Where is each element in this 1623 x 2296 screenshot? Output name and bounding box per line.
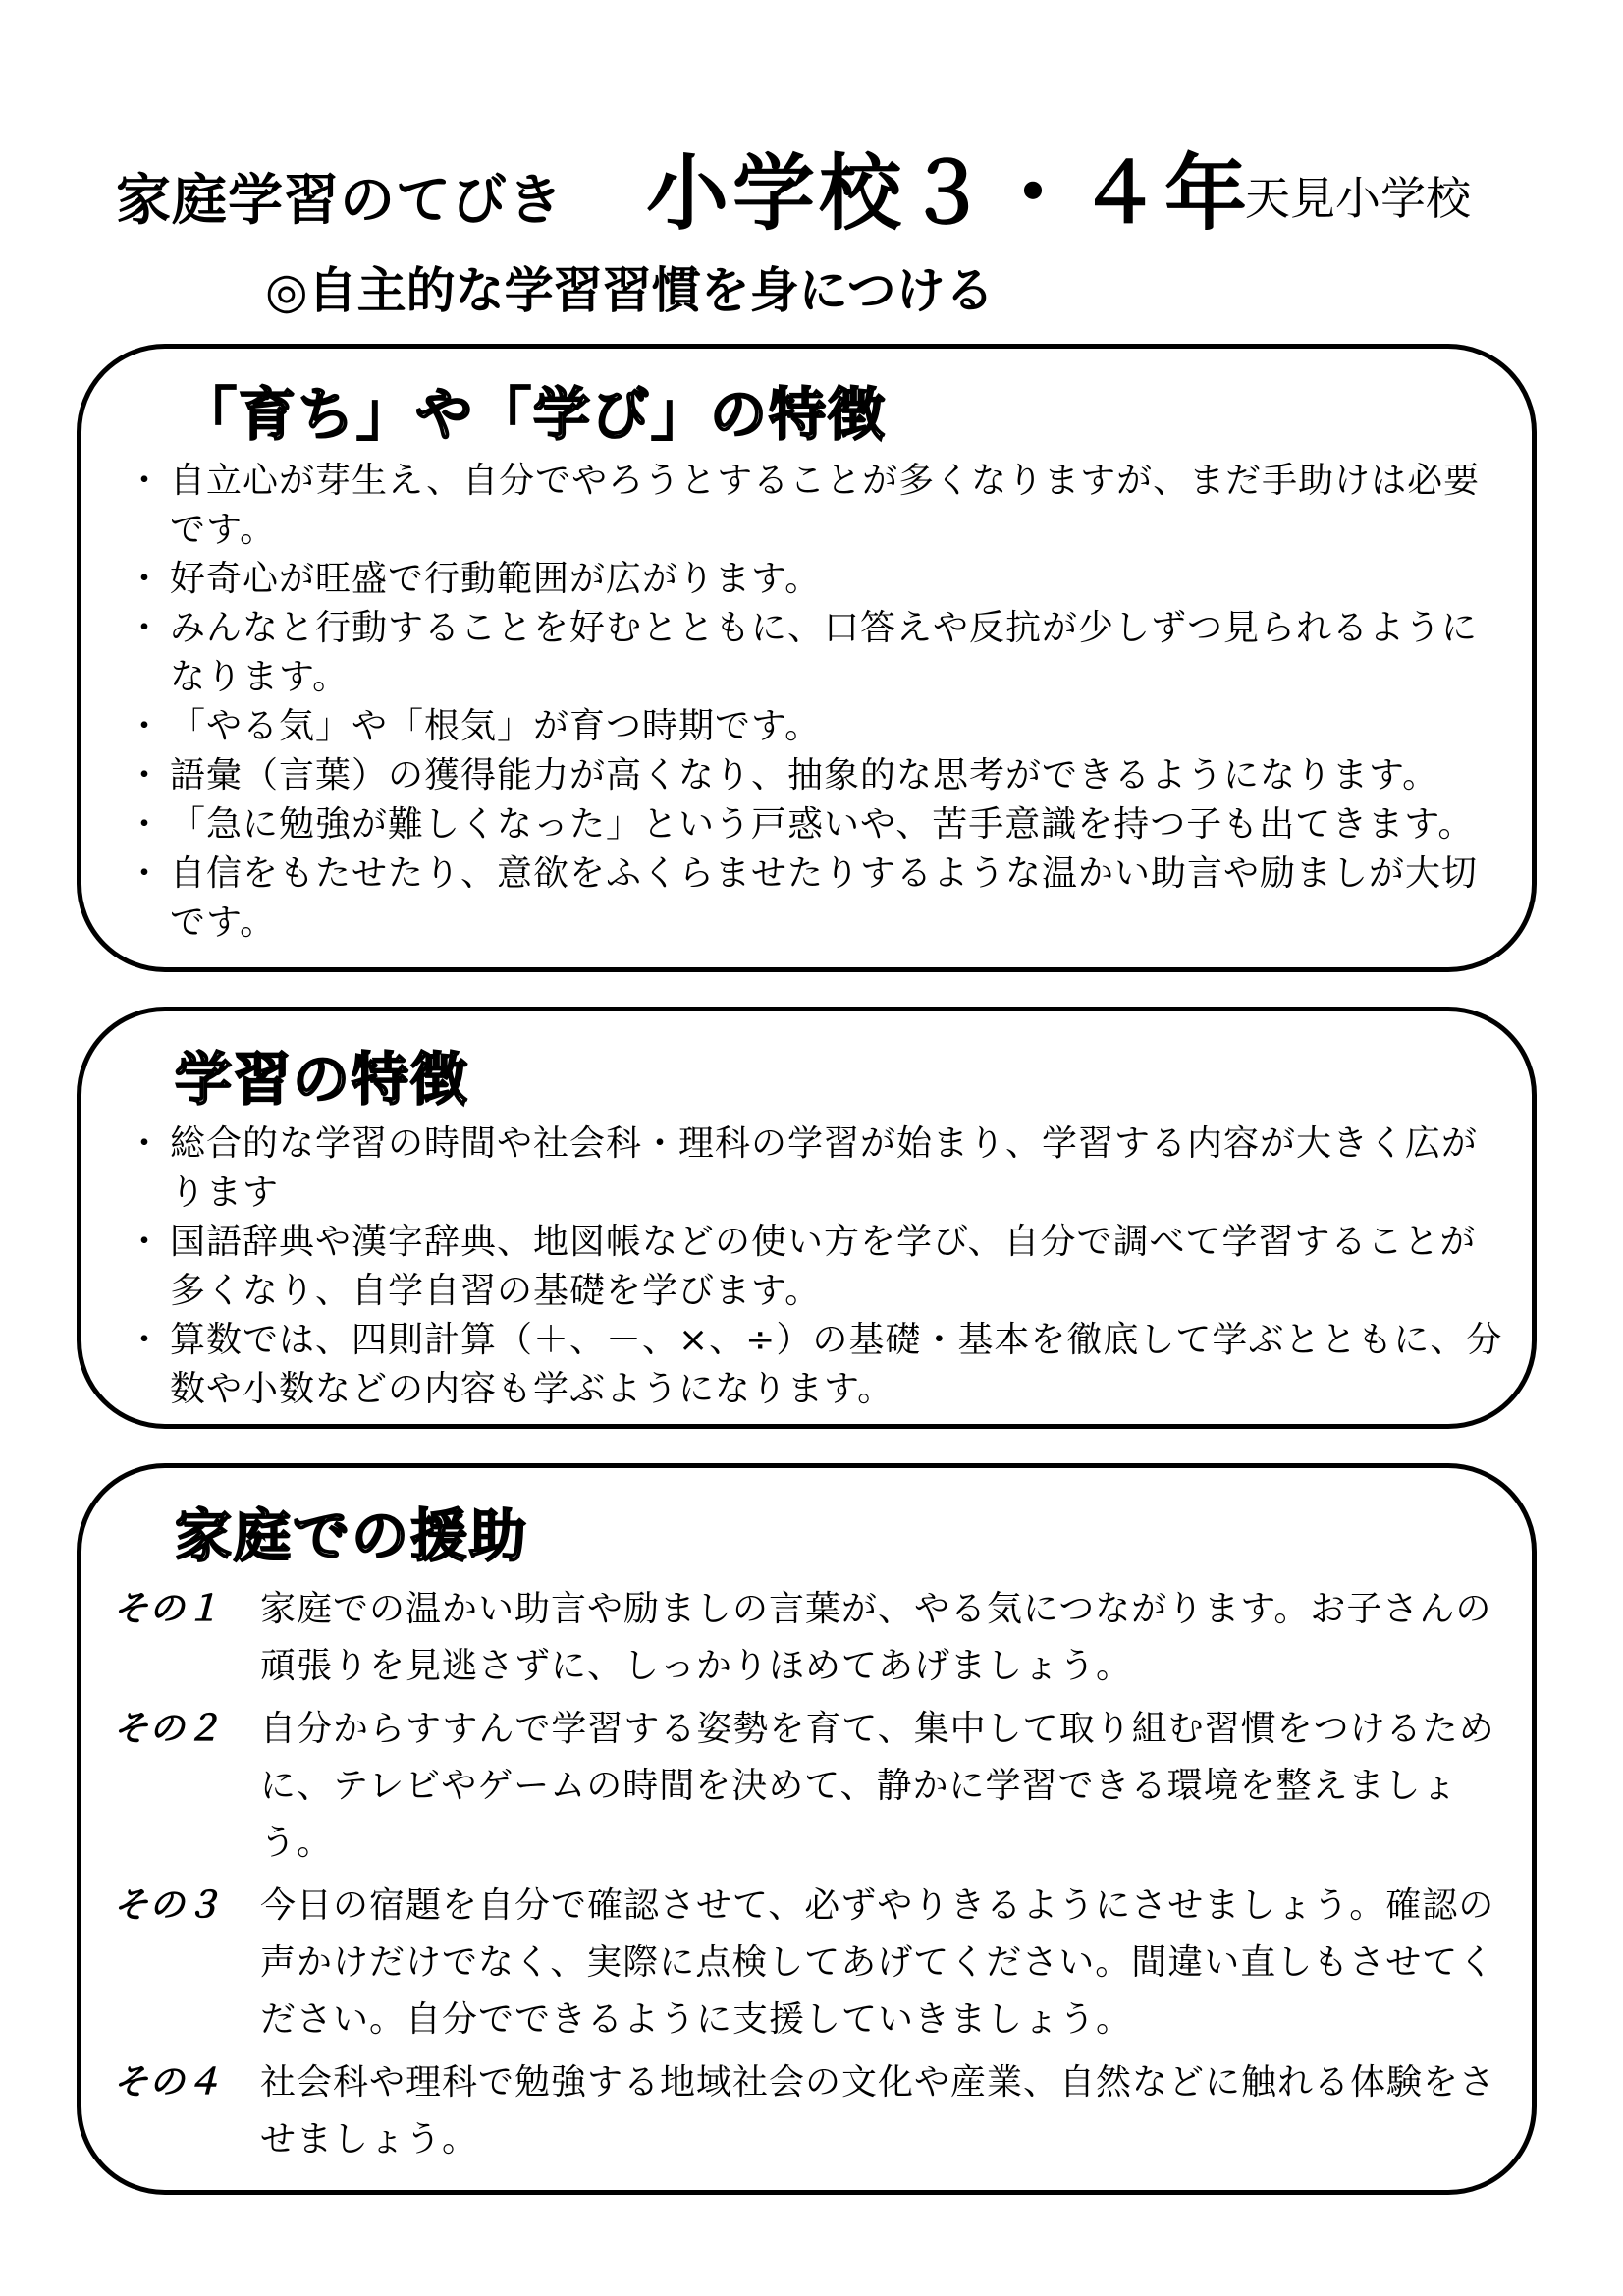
- support-item: [113, 1581, 1512, 1695]
- list-item: ・ 「やる気」や「根気」が育つ時期です。: [131, 702, 1512, 751]
- list-item: ・ みんなと行動することを好むとともに、口答えや反抗が少しずつ見られるようになります。: [131, 604, 1512, 702]
- support-item: [113, 1701, 1512, 1872]
- list-item: ・ 総合的な学習の時間や社会科・理科の学習が始まり、学習する内容が大きく広がります: [131, 1120, 1512, 1218]
- school-name: 天見小学校: [1245, 172, 1471, 225]
- support-item: [113, 2054, 1512, 2168]
- section-home-support: [77, 1463, 1537, 2195]
- bullet-list: [131, 457, 1512, 948]
- section-title: 学習の特徴: [175, 1046, 470, 1113]
- document-header: [116, 128, 1510, 242]
- support-text: 家庭での温かい助言や励ましの言葉が、やる気につながります。お子さんの頑張りを見逃さずに、しっかりほめてあげましょう。: [260, 1589, 1492, 1686]
- support-list: [113, 1581, 1512, 2174]
- support-label: その４: [113, 2062, 223, 2103]
- support-text: 自分からすすんで学習する姿勢を育て、集中して取り組む習慣をつけるために、テレビやゲームの時間を決めて、静かに学習できる環境を整えましょう。: [260, 1709, 1495, 1863]
- list-item: ・ 算数では、四則計算（＋、－、×、÷）の基礎・基本を徹底して学ぶとともに、分数や小数などの内容も学ぶようになります。: [131, 1316, 1512, 1414]
- list-item: ・ 自立心が芽生え、自分でやろうとすることが多くなりますが、まだ手助けは必要です。: [131, 457, 1512, 555]
- section-learning-characteristics: [77, 1007, 1537, 1429]
- bullet-list: [131, 1120, 1512, 1414]
- support-label: その３: [113, 1886, 223, 1926]
- support-label: その２: [113, 1709, 223, 1749]
- support-item: [113, 1878, 1512, 2049]
- support-text: 社会科や理科で勉強する地域社会の文化や産業、自然などに触れる体験をさせましょう。: [260, 2062, 1496, 2159]
- grade-title: 小学校３・４年: [646, 145, 1252, 242]
- list-item: ・ 「急に勉強が難しくなった」という戸惑いや、苦手意識を持つ子も出てきます。: [131, 800, 1512, 849]
- goal-heading: ◎自主的な学習習慣を身につける: [265, 262, 995, 319]
- list-item: ・ 国語辞典や漢字辞典、地図帳などの使い方を学び、自分で調べて学習することが多くなり、自学自習の基礎を学びます。: [131, 1218, 1512, 1316]
- list-item: ・ 語彙（言葉）の獲得能力が高くなり、抽象的な思考ができるようになります。: [131, 751, 1512, 800]
- support-label: その１: [113, 1589, 223, 1629]
- guide-title: 家庭学習のてびき: [116, 169, 564, 233]
- list-item: ・ 好奇心が旺盛で行動範囲が広がります。: [131, 555, 1512, 604]
- section-growth-characteristics: [77, 344, 1537, 972]
- support-text: 今日の宿題を自分で確認させて、必ずやりきるようにさせましょう。確認の声かけだけでなく、実際に点検してあげてください。間違い直しもさせてください。自分でできるように支援していきましょう。: [260, 1886, 1495, 2040]
- section-title: 家庭での援助: [175, 1503, 529, 1569]
- section-title: 「育ち」や「学び」の特徴: [180, 381, 888, 448]
- list-item: ・ 自信をもたせたり、意欲をふくらませたりするような温かい助言や励ましが大切です。: [131, 849, 1512, 948]
